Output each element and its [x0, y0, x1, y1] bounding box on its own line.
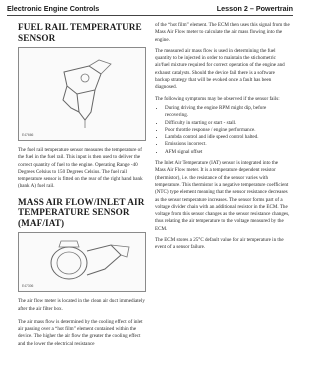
header-divider — [7, 15, 293, 16]
right-column — [155, 22, 290, 252]
figure-fuel-rail-temp-sensor — [18, 47, 146, 141]
page-header — [0, 0, 300, 18]
symptom-item: • Emissions incorrect. — [165, 141, 290, 148]
chapter-title: Electronic Engine Controls — [7, 4, 100, 13]
section-title-fuel-rail-temp-sensor: FUEL RAIL TEMPERATURE SENSOR — [18, 22, 142, 43]
right-paragraph-4: The Inlet Air Temperature (IAT) sensor is integrated into the Mass Air Flow meter. It is a temperature dependent resistor (thermistor), i.e. the resistance of the sensor varies with temperature. This thermistor is a negative temperature coefficient (NTC) type element meaning that the sensor resistance decreases as the sensor temperature increases. The sensor forms part of a voltage divider chain with an additional resistor in the ECM. The voltage from this sensor changes as the sensor resistance changes, thus relating the air temperature to the voltage measured by the ECM. — [155, 160, 290, 232]
left-column — [18, 22, 146, 348]
fuel-rail-temp-sensor-illustration — [19, 48, 147, 140]
lesson-title: Lesson 2 – Powertrain — [216, 4, 293, 13]
figure-id-e47666: E47666 — [22, 133, 34, 137]
symptom-item: • AFM signal offset — [165, 149, 290, 156]
maf-iat-sensor-illustration — [19, 233, 147, 291]
figure-id-e47306: E47306 — [22, 284, 34, 289]
right-paragraph-5: The ECM stores a 25°C default value for air temperature in the event of a sensor failure. — [155, 237, 284, 251]
maf-location-paragraph: The air flow meter is located in the clean air duct immediately after the air filter box. — [18, 298, 145, 312]
right-paragraph-3: The following symptoms may be observed if the sensor fails: — [155, 95, 280, 102]
figure-maf-iat-sensor — [18, 232, 146, 292]
fuel-rail-temp-description: The fuel rail temperature sensor measures the temperature of the fuel in the fuel rail. This input is then used to deliver the correct quantity of fuel to the engine. Operating Range -40 Degrees Celsius to 150 Degrees Celsius. The fuel rail temperature sensor is fitted on the rear of the right hand bank (bank A) fuel rail. — [18, 147, 143, 190]
right-paragraph-2: The measured air mass flow is used in determining the fuel quantity to be injected in order to maintain the stichometric air/fuel mixture required for correct operation of the engine and exhaust catalysts. Should the device fail there is a software backup strategy that will be evoked once a fault has been diagnosed. — [155, 47, 285, 91]
symptom-item: • During driving the engine RPM might dip, before recovering. — [165, 105, 290, 120]
symptom-item: • Difficulty in starting or start - stall. — [165, 120, 290, 127]
symptom-item: • Lambda control and idle speed control halted. — [165, 134, 290, 141]
section-title-maf-iat: MASS AIR FLOW/INLET AIR TEMPERATURE SENSOR (MAF/IAT) — [18, 196, 145, 228]
maf-hot-film-paragraph: The air mass flow is determined by the cooling effect of inlet air passing over a “hot film” element contained within the device. The higher the air flow the greater the cooling effect and the lower the electrical resistance — [18, 318, 143, 347]
symptoms-list — [155, 105, 290, 156]
symptom-item: • Poor throttle response / engine performance. — [165, 127, 290, 134]
right-paragraph-1: of the “hot film” element. The ECM then uses this signal from the Mass Air Flow meter to calculate the air mass flowing into the engine. — [155, 22, 290, 43]
